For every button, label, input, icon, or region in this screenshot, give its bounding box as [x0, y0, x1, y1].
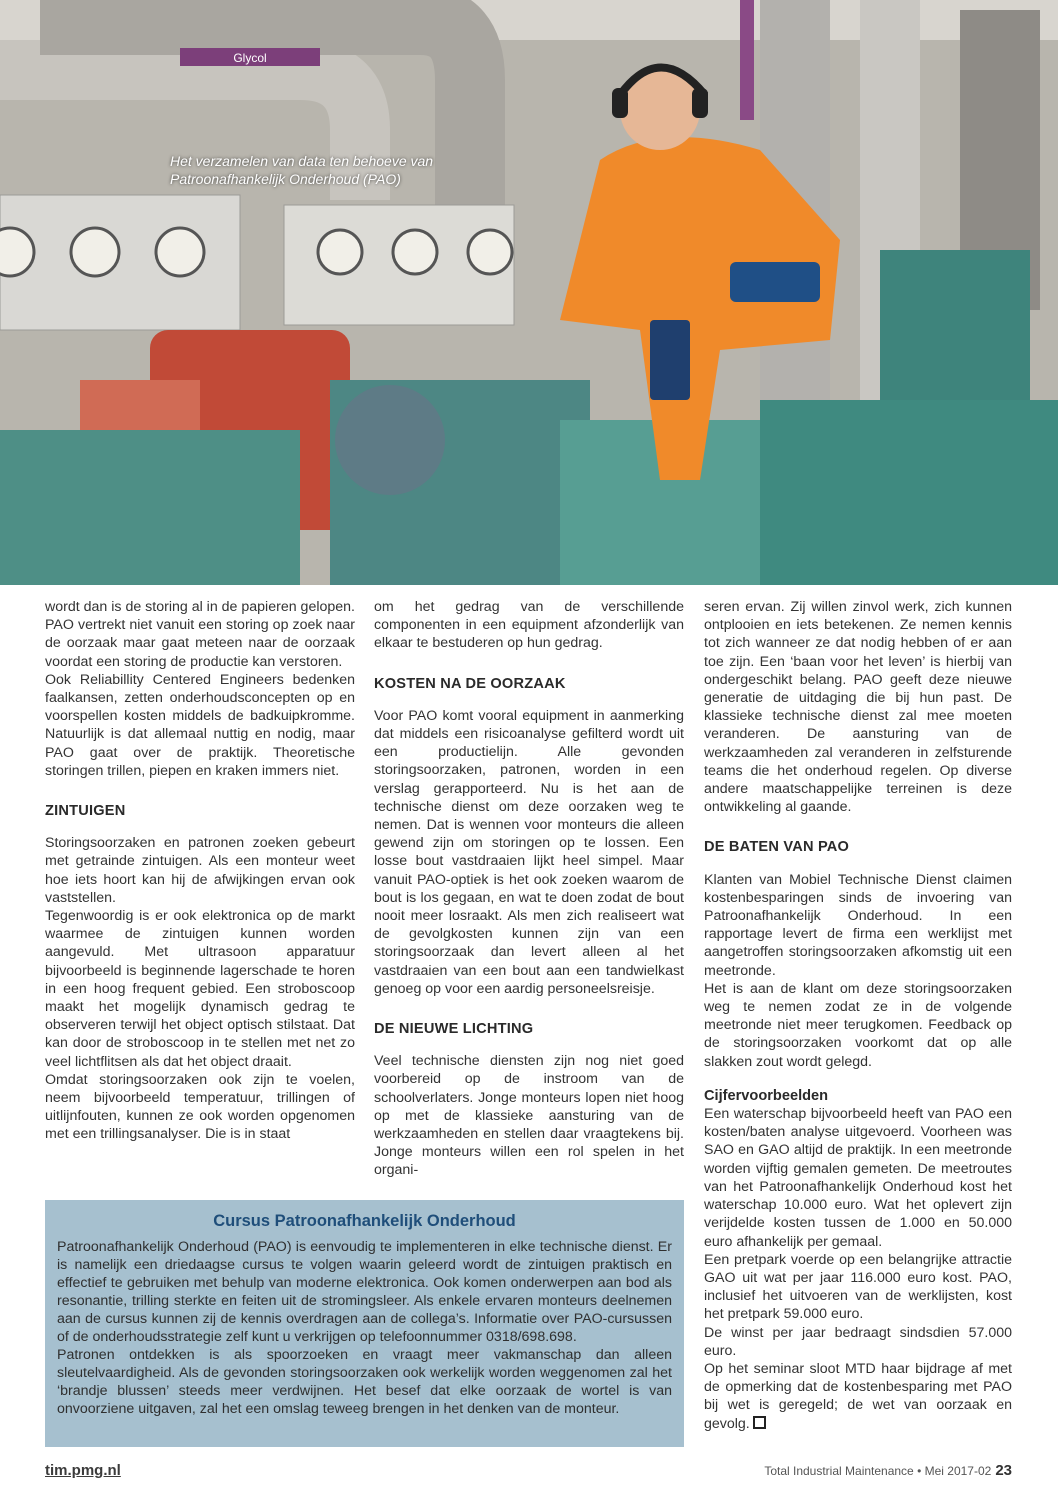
paragraph: Veel technische diensten zijn nog niet goed voorbereid op de instroom van de schoolverlaters. Jonge monteurs lopen niet hoog op met de klassieke aansturing van de werkzaamheden en stellen daar vraagtekens bij. Jonge monteurs willen een rol spelen in het organi- — [374, 1053, 684, 1179]
paragraph: seren ervan. Zij willen zinvol werk, zich kunnen ontplooien en iets betekenen. Ze nemen kennis tot zich wanneer ze dat nodig hebben of er aan toe zijn. Een ‘baan voor het leven’ is hierbij van ondergeschikt belang. PAO geeft deze nieuwe generatie de uitdaging die bij hun past. De klassieke technische dienst zal mee moeten veranderen. De aansturing van de werkzaamheden zal veranderen in zelfsturende teams die het onderhoud regelen. Op diverse andere maatschappelijke terreinen is deze ontwikkeling al gaande. — [704, 599, 1012, 816]
end-of-article-square-icon — [753, 1416, 766, 1429]
website-link[interactable]: tim.pmg.nl — [45, 1462, 121, 1479]
article-column-2 — [374, 598, 684, 1180]
paragraph: om het gedrag van de verschillende componenten in een equipment afzonderlijk van elkaar te bestuderen op hun gedrag. — [374, 599, 684, 652]
svg-text:Glycol: Glycol — [233, 51, 267, 65]
subheading-cijfervoorbeelden: Cijfervoorbeelden — [704, 1087, 829, 1104]
box-title: Cursus Patroonafhankelijk Onderhoud — [213, 1212, 516, 1230]
section-heading-zintuigen: ZINTUIGEN — [45, 803, 126, 820]
plant-room-illustration — [0, 0, 1058, 585]
article-column-1 — [45, 598, 355, 1144]
paragraph: Op het seminar sloot MTD haar bijdrage af met de opmerking dat de kostenbesparing met PAO bij wet is geregeld; de wet van oorzaak en gevolg. — [704, 1360, 1012, 1432]
article-column-3 — [704, 598, 1012, 1433]
paragraph: Een pretpark voerde op een belangrijke attractie GAO uit wat per jaar 116.000 euro kost. PAO, inclusief het uitvoeren van de werklijsten, kost het pretpark 59.000 euro. — [704, 1251, 1012, 1323]
course-info-box — [45, 1200, 684, 1447]
paragraph: Voor PAO komt vooral equipment in aanmerking dat middels een risicoanalyse gefilterd wordt uit een productielijn. Alle gevonden storingsoorzaken, patronen, worden in een verslag gerapporteerd. Nu is het aan de technische dienst om deze oorzaken weg te nemen. Dat is wennen voor monteurs die alleen gewend zijn om storingen op te lossen. Een losse bout vastdraaien lijkt heel simpel. Maar vanuit PAO-optiek is het ook zoeken waarom de bout is los gegaan, en wat te doen zodat de bout nooit meer losraakt. Als men zich realiseert wat de gevolgkosten kunnen zijn van een storingsoorzaak dan levert alleen al het vastdraaien van een bout aan een tandwielkast genoeg op voor een aardig personeelsreisje. — [374, 707, 684, 997]
page-number: 23 — [995, 1462, 1012, 1479]
paragraph: Omdat storingsoorzaken ook zijn te voelen, neem bijvoorbeeld temperatuur, trillingen of uitlijnfouten, kunnen ze ook worden opgenomen met een trillingsanalyser. Die is in staat — [45, 1071, 355, 1143]
page-footer — [764, 1462, 1012, 1479]
paragraph: Klanten van Mobiel Technische Dienst claimen kostenbesparingen sinds de invoering van Patroonafhankelijk Onderhoud. In een rapportage levert de firma een werklijst met aangetroffen storingsoorzaken afkomstig uit een meetronde. — [704, 871, 1012, 979]
paragraph: Het is aan de klant om deze storingsoorzaken weg te nemen zodat ze in de volgende meetronde niet meer terugkomen. Feedback op de storingsoorzaken voorkomt dat op alle slakken zout wordt gelegd. — [704, 980, 1012, 1070]
paragraph: Storingsoorzaken en patronen zoeken gebeurt met getrainde zintuigen. Als een monteur weet hoe iets hoort kan hij de afwijkingen ervan ook vaststellen. — [45, 835, 355, 906]
publication-info: Total Industrial Maintenance • Mei 2017-02 — [764, 1464, 992, 1478]
section-heading-baten: DE BATEN VAN PAO — [704, 839, 850, 856]
paragraph: wordt dan is de storing al in de papieren gelopen. PAO vertrekt niet vanuit een storing op zoek naar de oorzaak maar gaat meteen naar de oorzaak voordat een storing de productie kan verstoren. — [45, 599, 355, 670]
paragraph: De winst per jaar bedraagt sindsdien 57.000 euro. — [704, 1324, 1012, 1359]
paragraph: Een waterschap bijvoorbeeld heeft van PAO een kosten/baten analyse uitgevoerd. Voorheen was SAO en GAO altijd de praktijk. In een meetronde worden vijftig gemalen gemeten. De meetroutes van het Patroonafhankelijk Onderhoud kost het waterschap 10.000 euro. Wat het oplevert zijn verijdelde kosten tussen de 1.000 en 50.000 euro afhankelijk per gemaal. — [704, 1106, 1012, 1250]
paragraph: Patroonafhankelijk Onderhoud (PAO) is eenvoudig te implementeren in elke technische dienst. Er is namelijk een driedaagse cursus te volgen waarin geleerd wordt de zintuigen praktisch en effectief te gebruiken met behulp van moderne elektronica. Ook komen onderwerpen aan bod als resonantie, trilling sterkte en feiten uit de stromingsleer. Als enkele ervaren monteurs deelnemen aan de cursus kunnen zij de kennis overdragen aan de collega’s. Informatie over PAO-cursussen of de onderhoudsstrategie zelf kunt u verkrijgen op telefoonnummer 0318/698.698. — [57, 1239, 672, 1345]
paragraph: Ook Reliabillity Centered Engineers bedenken faalkansen, zetten onderhoudsconcepten op en voorspellen kosten middels de badkuipkromme. Natuurlijk is dat allemaal nuttig en nodig, maar PAO gaat over de praktijk. Theoretische storingen trillen, piepen en kraken immers niet. — [45, 671, 355, 779]
section-heading-nieuwe-lichting: DE NIEUWE LICHTING — [374, 1021, 534, 1038]
photo-caption: Het verzamelen van data ten behoeve van Patroonafhankelijk Onderhoud (PAO) — [170, 153, 434, 187]
section-heading-kosten: KOSTEN NA DE OORZAAK — [374, 675, 566, 692]
header-photo — [0, 0, 1058, 585]
paragraph: Tegenwoordig is er ook elektronica op de markt waarmee de zintuigen kunnen worden aangevuld. Met ultrasoon apparatuur bijvoorbeeld is beginnende lagerschade te horen in een hoog frequent gebied. Een stroboscoop maakt het mogelijk dynamisch gedrag te observeren terwijl het object optisch stilstaat. Dat kan door de stroboscoop in te stellen met net zo veel lichtflitsen als dat het object draait. — [45, 908, 355, 1070]
paragraph: Patronen ontdekken is als spoorzoeken en vraagt meer vakmanschap dan alleen sleutelvaardigheid. Als de gevonden storingsoorzaken ook werkelijk worden weggenomen zal het ‘brandje blussen’ steeds meer verdwijnen. Het besef dat elke oorzaak de wortel is van onvoorziene uitgaven, zal het een omslag teweeg brengen in het denken van de monteur. — [57, 1347, 672, 1417]
